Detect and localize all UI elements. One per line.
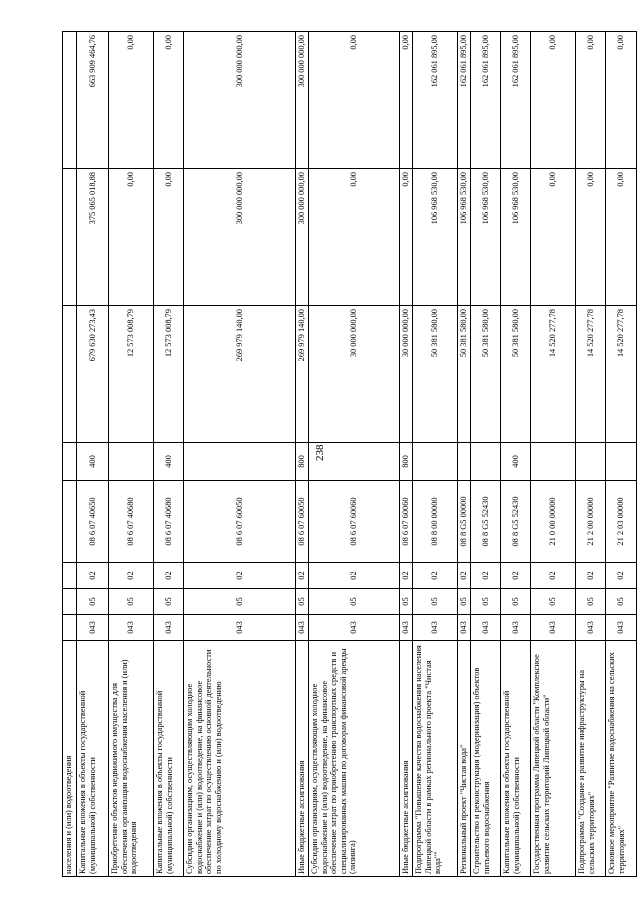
cell-sum-2020: 14 520 277,78 <box>576 306 606 443</box>
cell-name: Основное мероприятие "Развитие водоснабжения на сельских территориях" <box>606 641 637 877</box>
cell-name: Строительство и реконструкция (модернизация) объектов питьевого водоснабжения <box>471 641 501 877</box>
cell-section: 05 <box>154 589 184 615</box>
cell-sum-2022: 0,00 <box>154 32 184 169</box>
cell-expense-type: 400 <box>154 443 184 481</box>
cell-target-article: 08 6 07 60050 <box>184 481 296 563</box>
cell-expense-type: 800 <box>400 443 413 481</box>
cell-target-article: 08 6 07 40650 <box>77 481 109 563</box>
budget-table-sheet <box>62 32 626 877</box>
cell-sum-2021: 106 968 530,00 <box>501 169 531 306</box>
cell-sum-2020: 50 381 580,00 <box>501 306 531 443</box>
cell-ministry: 043 <box>531 615 576 641</box>
cell-target-article: 08 6 07 40680 <box>154 481 184 563</box>
cell-expense-type <box>184 443 296 481</box>
cell-expense-type: 400 <box>77 443 109 481</box>
cell-sum-2021 <box>63 169 77 306</box>
budget-table-frame <box>62 32 626 877</box>
cell-section: 05 <box>576 589 606 615</box>
cell-subsection: 02 <box>296 563 309 589</box>
cell-sum-2022: 0,00 <box>606 32 637 169</box>
cell-subsection: 02 <box>458 563 471 589</box>
cell-target-article <box>63 481 77 563</box>
cell-sum-2020: 14 520 277,78 <box>606 306 637 443</box>
cell-section: 05 <box>296 589 309 615</box>
cell-expense-type <box>63 443 77 481</box>
cell-ministry: 043 <box>606 615 637 641</box>
cell-sum-2022: 0,00 <box>400 32 413 169</box>
cell-sum-2022: 0,00 <box>576 32 606 169</box>
cell-subsection: 02 <box>501 563 531 589</box>
cell-subsection: 02 <box>576 563 606 589</box>
cell-expense-type <box>606 443 637 481</box>
cell-subsection: 02 <box>413 563 458 589</box>
cell-sum-2022: 663 909 464,76 <box>77 32 109 169</box>
cell-subsection: 02 <box>400 563 413 589</box>
cell-target-article: 21 2 03 00000 <box>606 481 637 563</box>
cell-ministry: 043 <box>184 615 296 641</box>
cell-section <box>63 589 77 615</box>
cell-target-article: 08 6 07 60060 <box>400 481 413 563</box>
cell-sum-2020: 50 381 580,00 <box>458 306 471 443</box>
table-row <box>501 32 531 877</box>
table-row <box>309 32 400 877</box>
table-body <box>63 32 637 877</box>
cell-name: Подпрограмма "Повышение качества водоснабжения населения Липецкой области в рамках регионального проекта "Чистая вода"" <box>413 641 458 877</box>
cell-sum-2022: 0,00 <box>109 32 154 169</box>
cell-sum-2021: 0,00 <box>400 169 413 306</box>
cell-subsection: 02 <box>309 563 400 589</box>
cell-sum-2020: 679 630 273,43 <box>77 306 109 443</box>
cell-subsection: 02 <box>154 563 184 589</box>
table-row <box>458 32 471 877</box>
cell-ministry <box>63 615 77 641</box>
cell-name: Региональный проект "Чистая вода" <box>458 641 471 877</box>
cell-sum-2021: 0,00 <box>309 169 400 306</box>
cell-section: 05 <box>471 589 501 615</box>
cell-section: 05 <box>184 589 296 615</box>
cell-expense-type <box>109 443 154 481</box>
cell-section: 05 <box>501 589 531 615</box>
cell-sum-2021: 0,00 <box>606 169 637 306</box>
cell-ministry: 043 <box>109 615 154 641</box>
cell-ministry: 043 <box>77 615 109 641</box>
cell-subsection: 02 <box>606 563 637 589</box>
cell-ministry: 043 <box>154 615 184 641</box>
cell-section: 05 <box>109 589 154 615</box>
cell-target-article: 21 0 00 00000 <box>531 481 576 563</box>
table-row <box>471 32 501 877</box>
cell-sum-2022: 0,00 <box>531 32 576 169</box>
cell-name: Подпрограмма "Создание и развитие инфраструктуры на сельских территориях" <box>576 641 606 877</box>
cell-subsection: 02 <box>184 563 296 589</box>
cell-name: Капитальные вложения в объекты государственной (муниципальной) собственности <box>77 641 109 877</box>
cell-sum-2020: 12 573 008,79 <box>154 306 184 443</box>
budget-table <box>62 31 637 877</box>
cell-sum-2021: 106 968 530,00 <box>458 169 471 306</box>
cell-section: 05 <box>309 589 400 615</box>
table-row <box>400 32 413 877</box>
cell-name: Субсидии организациям, осуществляющим холодное водоснабжение и (или) водоотведение, на финансовое обеспечение затрат по приобретению транспортных средств и специализированных машин по договорам финансовой аренды (лизинга) <box>309 641 400 877</box>
cell-subsection: 02 <box>531 563 576 589</box>
cell-section: 05 <box>77 589 109 615</box>
cell-expense-type <box>458 443 471 481</box>
cell-subsection: 02 <box>77 563 109 589</box>
cell-name: Приобретение объектов недвижимого имущества для обеспечения организации водоснабжения населения и (или) водоотведения <box>109 641 154 877</box>
table-row <box>77 32 109 877</box>
cell-name: Государственная программа Липецкой области "Комплексное развитие сельских территорий Липецкой области" <box>531 641 576 877</box>
cell-name: населения и (или) водоотведения <box>63 641 77 877</box>
cell-ministry: 043 <box>501 615 531 641</box>
cell-sum-2021: 375 065 018,88 <box>77 169 109 306</box>
cell-sum-2021: 106 968 530,00 <box>471 169 501 306</box>
table-row <box>576 32 606 877</box>
cell-expense-type <box>471 443 501 481</box>
cell-section: 05 <box>606 589 637 615</box>
cell-section: 05 <box>531 589 576 615</box>
cell-sum-2021: 0,00 <box>531 169 576 306</box>
cell-expense-type <box>309 443 400 481</box>
cell-sum-2022: 162 061 895,00 <box>413 32 458 169</box>
cell-expense-type: 800 <box>296 443 309 481</box>
cell-sum-2020: 12 573 008,79 <box>109 306 154 443</box>
cell-subsection: 02 <box>109 563 154 589</box>
cell-name: Субсидии организациям, осуществляющим холодное водоснабжение и (или) водоотведение, на финансовое обеспечение затрат по осуществлению основной деятельности по холодному водоснабжению и (или) водоотведению <box>184 641 296 877</box>
cell-sum-2020: 50 381 580,00 <box>471 306 501 443</box>
cell-expense-type: 400 <box>501 443 531 481</box>
table-row <box>184 32 296 877</box>
cell-target-article: 08 8 G5 52430 <box>471 481 501 563</box>
table-row <box>109 32 154 877</box>
cell-sum-2021: 0,00 <box>576 169 606 306</box>
cell-sum-2022: 162 061 895,00 <box>501 32 531 169</box>
cell-target-article: 08 8 G5 52430 <box>501 481 531 563</box>
cell-sum-2022: 300 000 000,00 <box>296 32 309 169</box>
cell-sum-2021: 300 000 000,00 <box>184 169 296 306</box>
cell-expense-type <box>413 443 458 481</box>
cell-target-article: 08 8 G5 00000 <box>458 481 471 563</box>
cell-name: Капитальные вложения в объекты государственной (муниципальной) собственности <box>154 641 184 877</box>
cell-sum-2020 <box>63 306 77 443</box>
cell-name: Иные бюджетные ассигнования <box>296 641 309 877</box>
cell-section: 05 <box>458 589 471 615</box>
cell-sum-2022: 162 061 895,00 <box>471 32 501 169</box>
table-row <box>413 32 458 877</box>
cell-ministry: 043 <box>413 615 458 641</box>
table-row <box>531 32 576 877</box>
cell-sum-2021: 300 000 000,00 <box>296 169 309 306</box>
cell-sum-2022: 162 061 895,00 <box>458 32 471 169</box>
cell-target-article: 08 6 07 60050 <box>296 481 309 563</box>
cell-target-article: 21 2 00 00000 <box>576 481 606 563</box>
cell-sum-2020: 30 000 000,00 <box>400 306 413 443</box>
cell-ministry: 043 <box>296 615 309 641</box>
cell-expense-type <box>576 443 606 481</box>
page-number-text: 238 <box>314 444 326 461</box>
cell-sum-2020: 14 520 277,78 <box>531 306 576 443</box>
cell-name: Иные бюджетные ассигнования <box>400 641 413 877</box>
table-row <box>63 32 77 877</box>
cell-sum-2020: 269 979 140,00 <box>296 306 309 443</box>
cell-name: Капитальные вложения в объекты государственной (муниципальной) собственности <box>501 641 531 877</box>
cell-ministry: 043 <box>458 615 471 641</box>
cell-sum-2022 <box>63 32 77 169</box>
cell-target-article: 08 6 07 40680 <box>109 481 154 563</box>
cell-sum-2021: 0,00 <box>154 169 184 306</box>
cell-subsection: 02 <box>471 563 501 589</box>
cell-expense-type <box>531 443 576 481</box>
cell-sum-2020: 30 000 000,00 <box>309 306 400 443</box>
table-row <box>606 32 637 877</box>
cell-sum-2020: 50 381 580,00 <box>413 306 458 443</box>
cell-target-article: 08 6 07 60060 <box>309 481 400 563</box>
table-row <box>296 32 309 877</box>
cell-sum-2021: 0,00 <box>109 169 154 306</box>
cell-subsection <box>63 563 77 589</box>
cell-sum-2022: 300 000 000,00 <box>184 32 296 169</box>
cell-ministry: 043 <box>576 615 606 641</box>
cell-sum-2022: 0,00 <box>309 32 400 169</box>
table-row <box>154 32 184 877</box>
cell-section: 05 <box>413 589 458 615</box>
cell-target-article: 08 8 00 00000 <box>413 481 458 563</box>
cell-ministry: 043 <box>400 615 413 641</box>
cell-section: 05 <box>400 589 413 615</box>
cell-sum-2020: 269 979 140,00 <box>184 306 296 443</box>
cell-ministry: 043 <box>309 615 400 641</box>
cell-ministry: 043 <box>471 615 501 641</box>
cell-sum-2021: 106 968 530,00 <box>413 169 458 306</box>
